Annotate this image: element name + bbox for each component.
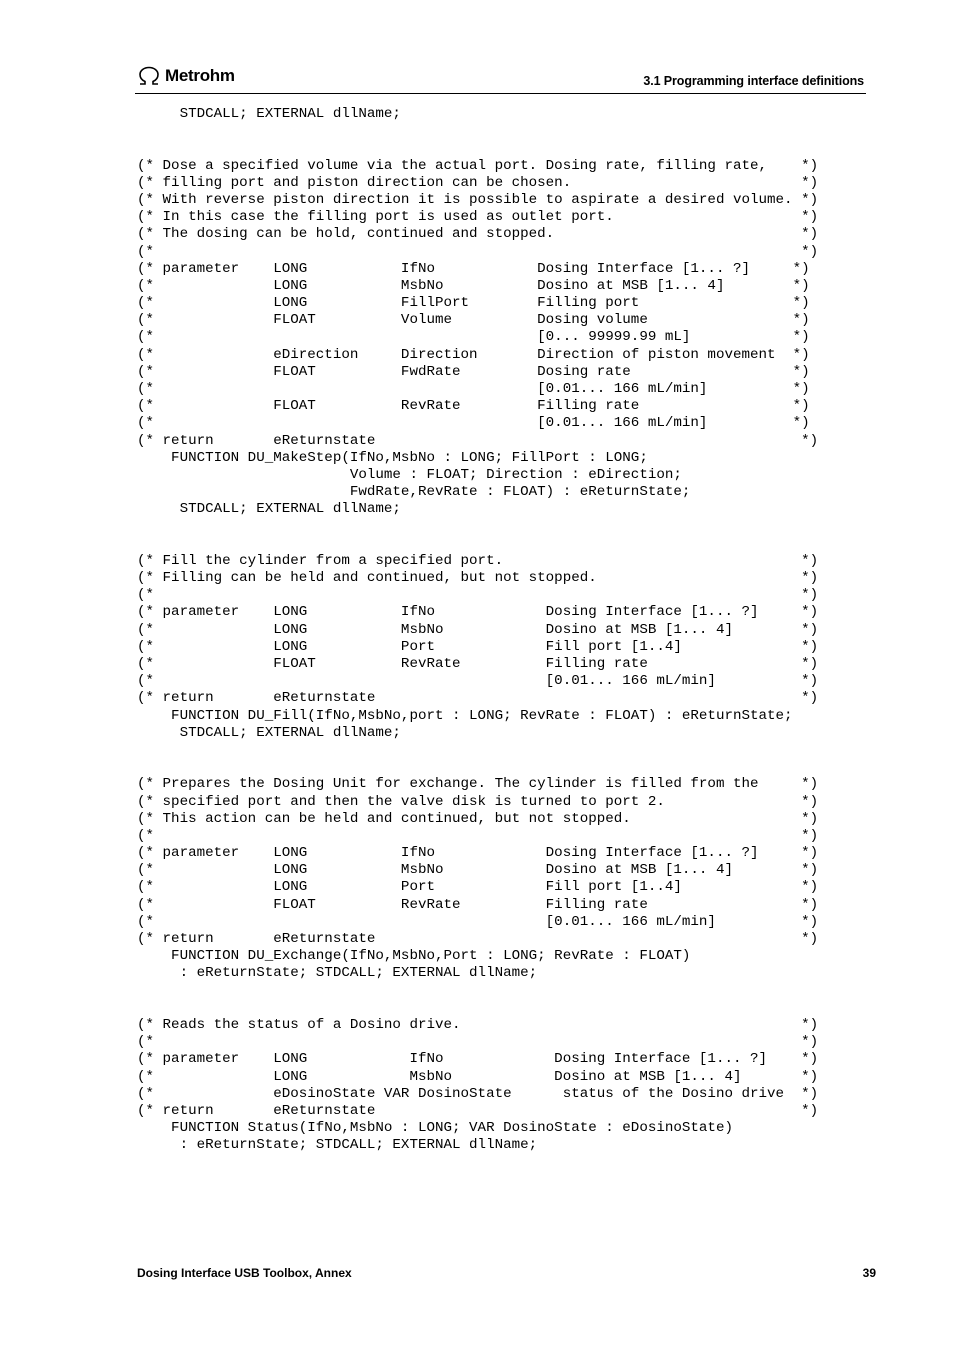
- page-number: 39: [862, 1266, 876, 1280]
- code-line: (* parameter LONG IfNo Dosing Interface [1... ?] *): [137, 260, 810, 277]
- code-line: [137, 983, 837, 1000]
- code-line: [137, 742, 837, 759]
- code-line: (* parameter LONG IfNo Dosing Interface [1... ?] *): [137, 604, 819, 621]
- code-line: [137, 759, 837, 776]
- brand-name: Metrohm: [165, 66, 235, 85]
- code-line: FUNCTION DU_Exchange(IfNo,MsbNo,Port : LONG; RevRate : FLOAT): [137, 948, 691, 965]
- code-line: (* FLOAT RevRate Filling rate *): [137, 398, 810, 415]
- code-line: (* specified port and then the valve disk is turned to port 2. *): [137, 793, 819, 810]
- code-line: (* LONG MsbNo Dosino at MSB [1... 4] *): [137, 621, 819, 638]
- code-line: (* *): [137, 827, 819, 844]
- section-title: 3.1 Programming interface definitions: [643, 74, 864, 88]
- code-line: (* Reads the status of a Dosino drive. *): [137, 1016, 819, 1033]
- code-line: [137, 519, 837, 536]
- code-line: (* LONG MsbNo Dosino at MSB [1... 4] *): [137, 1068, 819, 1085]
- code-line: (* parameter LONG IfNo Dosing Interface [1... ?] *): [137, 845, 819, 862]
- code-line: [137, 536, 837, 553]
- code-line: : eReturnState; STDCALL; EXTERNAL dllName;: [137, 965, 538, 982]
- code-line: (* LONG Port Fill port [1..4] *): [137, 879, 819, 896]
- code-line: (* LONG MsbNo Dosino at MSB [1... 4] *): [137, 862, 819, 879]
- code-line: (* This action can be held and continued, but not stopped. *): [137, 810, 819, 827]
- omega-logo-icon: [137, 66, 161, 86]
- code-line: (* FLOAT RevRate Filling rate *): [137, 896, 819, 913]
- code-line: (* [0.01... 166 mL/min] *): [137, 381, 810, 397]
- code-line: (* [0.01... 166 mL/min] *): [137, 673, 819, 690]
- code-line: (* eDosinoState VAR DosinoState status of the Dosino drive *): [137, 1085, 819, 1102]
- code-line: (* parameter LONG IfNo Dosing Interface [1... ?] *): [137, 1051, 819, 1068]
- code-line: [137, 123, 837, 140]
- code-line: STDCALL; EXTERNAL dllName;: [137, 106, 401, 122]
- code-line: (* *): [137, 587, 819, 604]
- code-line: [137, 1000, 837, 1017]
- code-line: (* In this case the filling port is used as outlet port. *): [137, 209, 819, 226]
- code-line: FwdRate,RevRate : FLOAT) : eReturnState;: [137, 484, 691, 501]
- code-line: STDCALL; EXTERNAL dllName;: [137, 501, 401, 518]
- code-line: (* Dose a specified volume via the actual port. Dosing rate, filling rate, *): [137, 157, 819, 174]
- code-line: (* return eReturnstate *): [137, 931, 819, 947]
- code-line: (* Prepares the Dosing Unit for exchange. The cylinder is filled from the *): [137, 776, 819, 793]
- code-line: (* FLOAT FwdRate Dosing rate *): [137, 363, 810, 380]
- code-line: (* FLOAT Volume Dosing volume *): [137, 312, 810, 329]
- code-line: STDCALL; EXTERNAL dllName;: [137, 724, 401, 741]
- code-line: (* [0... 99999.99 mL] *): [137, 329, 810, 346]
- code-line: (* Fill the cylinder from a specified port. *): [137, 552, 819, 569]
- code-line: FUNCTION Status(IfNo,MsbNo : LONG; VAR DosinoState : eDosinoState): [137, 1120, 733, 1137]
- code-line: (* LONG Port Fill port [1..4] *): [137, 638, 819, 655]
- header-divider: [135, 93, 866, 94]
- code-line: (* return eReturnstate *): [137, 432, 819, 449]
- code-line: (* filling port and piston direction can be chosen. *): [137, 174, 819, 191]
- code-line: FUNCTION DU_Fill(IfNo,MsbNo,port : LONG; RevRate : FLOAT) : eReturnState;: [137, 707, 793, 724]
- code-line: (* LONG FillPort Filling port *): [137, 295, 810, 312]
- code-line: (* [0.01... 166 mL/min] *): [137, 913, 819, 930]
- code-line: FUNCTION DU_MakeStep(IfNo,MsbNo : LONG; FillPort : LONG;: [137, 449, 648, 466]
- code-line: (* [0.01... 166 mL/min] *): [137, 415, 810, 432]
- code-line: (* Filling can be held and continued, but not stopped. *): [137, 570, 819, 587]
- code-line: (* The dosing can be hold, continued and stopped. *): [137, 226, 819, 243]
- code-line: : eReturnState; STDCALL; EXTERNAL dllName;: [137, 1137, 538, 1154]
- code-line: (* *): [137, 1034, 819, 1051]
- brand-logo: [137, 66, 235, 86]
- code-line: (* With reverse piston direction it is possible to aspirate a desired volume. *): [137, 191, 819, 208]
- code-line: Volume : FLOAT; Direction : eDirection;: [137, 466, 682, 483]
- code-listing: [137, 106, 837, 1154]
- footer-title: Dosing Interface USB Toolbox, Annex: [137, 1266, 352, 1280]
- code-line: (* return eReturnstate *): [137, 1102, 819, 1119]
- code-line: (* return eReturnstate *): [137, 690, 819, 707]
- code-line: (* *): [137, 243, 819, 260]
- code-line: (* LONG MsbNo Dosino at MSB [1... 4] *): [137, 277, 810, 294]
- code-line: (* eDirection Direction Direction of piston movement *): [137, 346, 810, 363]
- code-line: (* FLOAT RevRate Filling rate *): [137, 656, 819, 672]
- code-line: [137, 140, 837, 157]
